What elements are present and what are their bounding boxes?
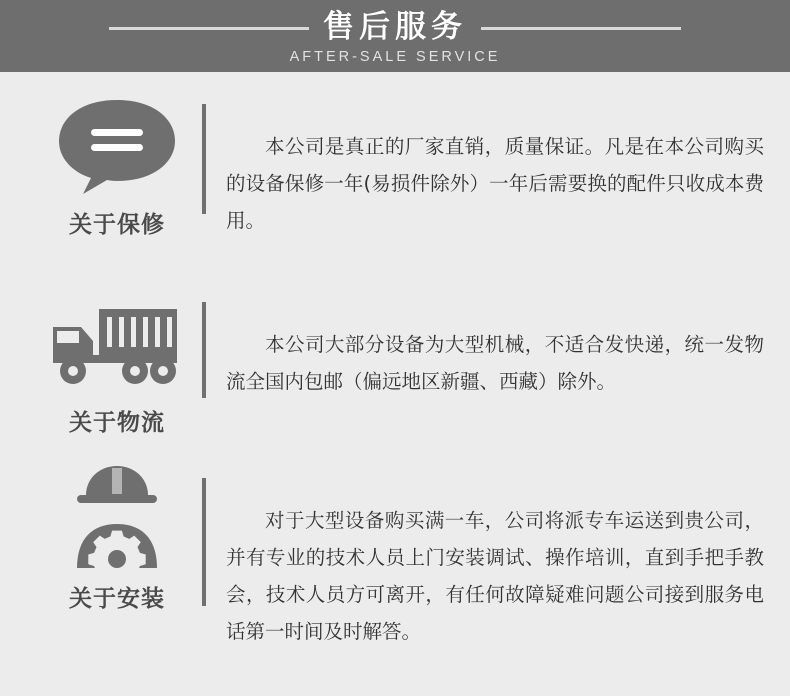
- header-rule-right: [481, 27, 681, 30]
- header-title-row: [0, 9, 790, 45]
- warranty-icon-column: [38, 94, 196, 239]
- installation-text-column: [226, 468, 764, 669]
- installation-text: 对于大型设备购买满一车，公司将派专车运送到贵公司，并有专业的技术人员上门安装调试、操作培训，直到手把手教会，技术人员方可离开，有任何故障疑难问题公司接到服务电话第一时间及时解答。: [226, 508, 764, 643]
- installation-icon-column: [38, 468, 196, 613]
- section-logistics: [0, 292, 790, 468]
- worker-gear-icon: [38, 468, 196, 572]
- logistics-text: 本公司大部分设备为大型机械，不适合发快递，统一发物流全国内包邮（偏远地区新疆、西藏）除外。: [226, 332, 764, 393]
- logistics-text-column: [226, 292, 764, 419]
- truck-icon: [38, 292, 196, 396]
- header-rule-left: [109, 27, 309, 30]
- section-warranty: [0, 94, 790, 292]
- installation-label: 关于安装: [69, 586, 165, 612]
- page-title: 售后服务: [323, 9, 467, 45]
- sections-container: [0, 72, 790, 696]
- page-header: [0, 0, 790, 72]
- page-subtitle: AFTER-SALE SERVICE: [289, 49, 501, 65]
- logistics-icon-column: [38, 292, 196, 437]
- logistics-divider: [202, 302, 206, 398]
- installation-divider: [202, 478, 206, 606]
- warranty-text-column: [226, 94, 764, 258]
- speech-bubble-icon: [38, 94, 196, 198]
- section-installation: [0, 468, 790, 668]
- warranty-text: 本公司是真正的厂家直销，质量保证。凡是在本公司购买的设备保修一年(易损件除外）一年后需要换的配件只收成本费用。: [226, 134, 764, 232]
- warranty-divider: [202, 104, 206, 214]
- logistics-label: 关于物流: [69, 410, 165, 436]
- warranty-label: 关于保修: [69, 212, 165, 238]
